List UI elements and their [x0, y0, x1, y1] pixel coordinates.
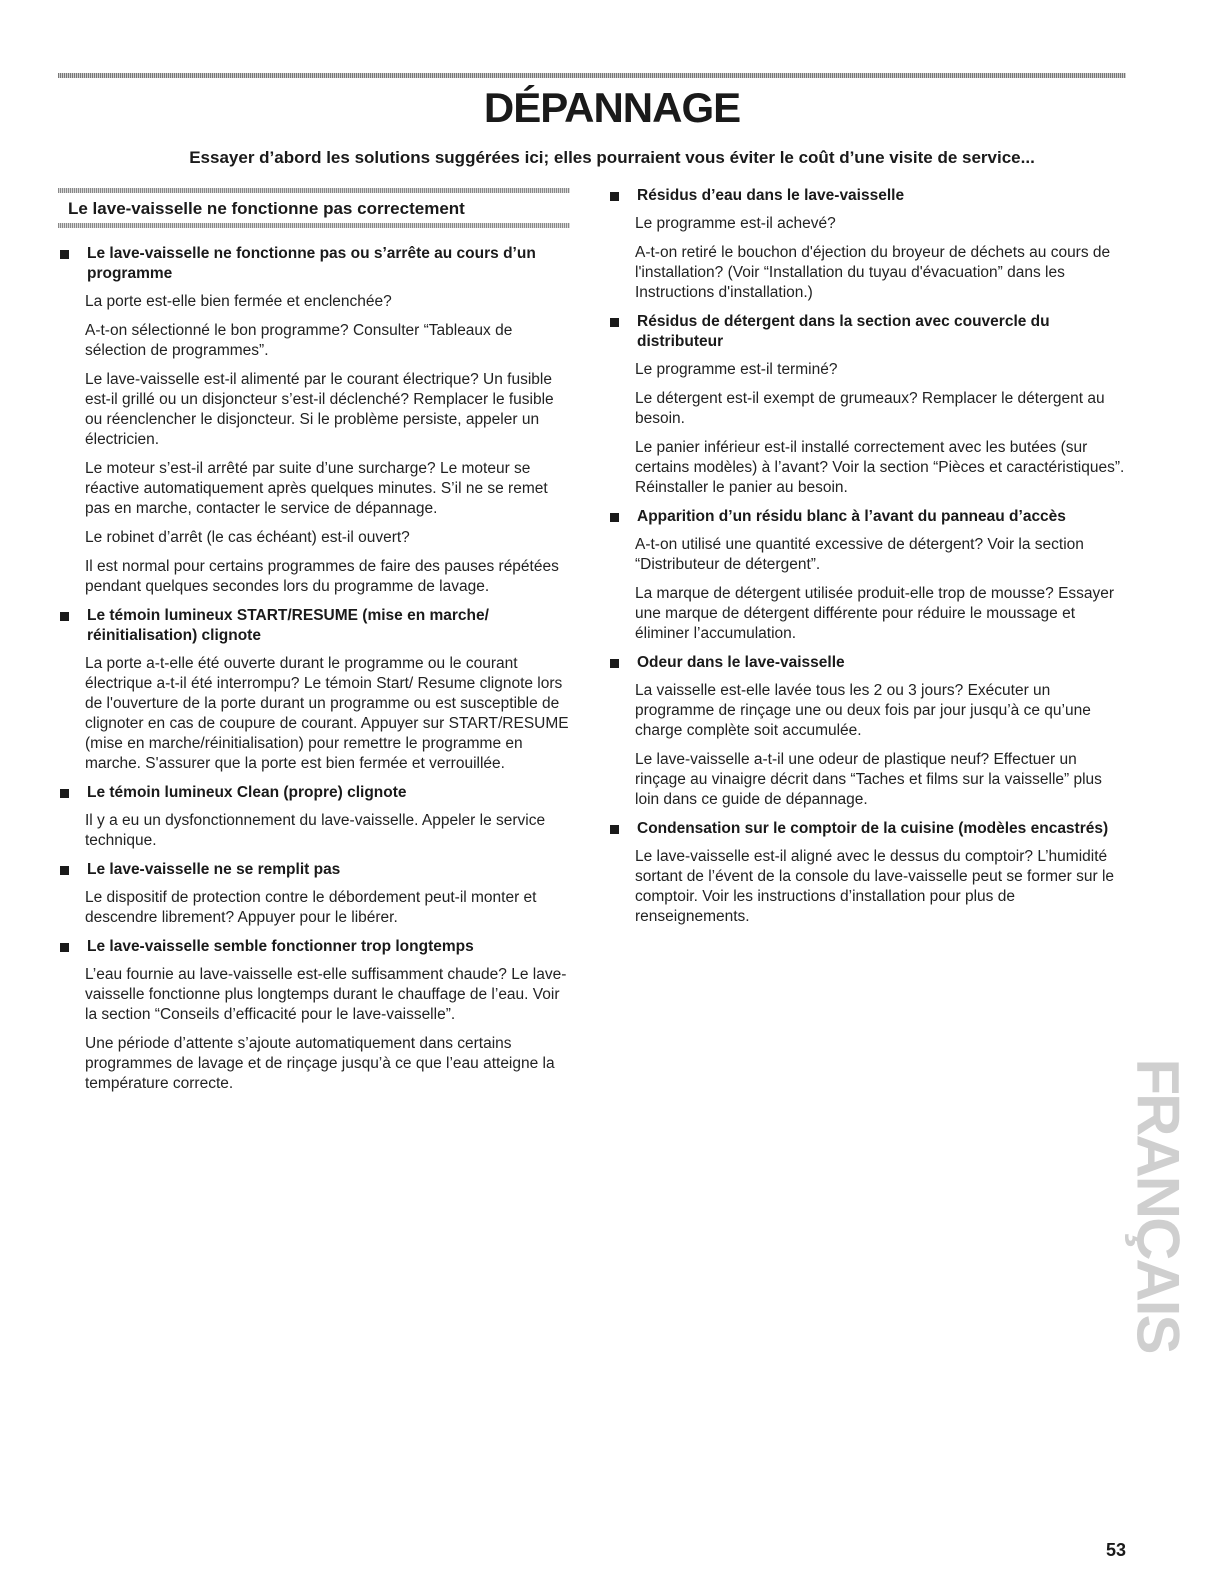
square-bullet-icon — [60, 789, 69, 798]
square-bullet-icon — [610, 825, 619, 834]
section-heading: Le lave-vaisselle ne fonctionne pas correctement — [68, 199, 465, 218]
question-text: Apparition d’un résidu blanc à l’avant du panneau d’accès — [637, 508, 1066, 525]
answer-text: Le détergent est-il exempt de grumeaux? Remplacer le détergent au besoin. — [635, 390, 1105, 427]
right-item-list — [608, 186, 1130, 927]
troubleshooting-item — [58, 860, 570, 928]
language-side-tab-label: FRANÇAIS — [1124, 1058, 1192, 1352]
troubleshooting-item — [608, 819, 1130, 927]
answer-text: A-t-on sélectionné le bon programme? Consulter “Tableaux de sélection de programmes”. — [85, 322, 513, 359]
answer-text: Le panier inférieur est-il installé correctement avec les butées (sur certains modèles) à l’avant? Voir la section “Pièces et caractéristiques”. Réinstaller le panier au besoin. — [635, 439, 1125, 496]
square-bullet-icon — [610, 659, 619, 668]
page-subtitle: Essayer d’abord les solutions suggérées ici; elles pourraient vous éviter le coût d’une visite de service... — [189, 148, 1035, 167]
page-number: 53 — [1105, 1540, 1126, 1560]
right-column — [608, 186, 1130, 936]
troubleshooting-item — [58, 937, 570, 1094]
answer-text: La porte est-elle bien fermée et enclenchée? — [85, 293, 392, 310]
answer-text: A-t-on retiré le bouchon d'éjection du broyeur de déchets au cours de l'installation? (Voir “Installation du tuyau d'évacuation” dans les Instructions d'installation.) — [635, 244, 1111, 301]
answer-text: Le moteur s’est-il arrêté par suite d’une surcharge? Le moteur se réactive automatiquement après quelques minutes. S’il ne se remet pas en marche, contacter le service de dépannage. — [85, 460, 548, 517]
question-row — [58, 244, 570, 284]
troubleshooting-item — [58, 783, 570, 851]
square-bullet-icon — [60, 866, 69, 875]
square-bullet-icon — [610, 192, 619, 201]
question-row — [608, 507, 1130, 527]
troubleshooting-item — [58, 244, 570, 597]
answer-text: La porte a-t-elle été ouverte durant le programme ou le courant électrique a-t-il été interrompu? Le témoin Start/ Resume clignote lors de l'ouverture de la porte durant un programme ou est susceptible de clignoter en cas de coupure de courant. Appuyer sur START/RESUME (mise en marche/réinitialisation) pour remettre le programme en marche. S'assurer que la porte est bien fermée et verrouillée. — [85, 655, 569, 772]
answer-text: Le lave-vaisselle est-il alimenté par le courant électrique? Un fusible est-il grillé ou un disjoncteur s’est-il déclenché? Remplacer le fusible ou réenclencher le disjoncteur. Si le problème persiste, appeler un électricien. — [85, 371, 554, 448]
troubleshooting-item — [608, 653, 1130, 810]
question-row — [58, 937, 570, 957]
square-bullet-icon — [60, 943, 69, 952]
question-row — [58, 783, 570, 803]
question-text: Le lave-vaisselle semble fonctionner trop longtemps — [87, 938, 474, 955]
question-row — [58, 606, 570, 646]
troubleshooting-item — [58, 606, 570, 774]
answer-text: Le lave-vaisselle est-il aligné avec le dessus du comptoir? L’humidité sortant de l’évent de la console du lave-vaisselle peut se former sur le comptoir. Voir les instructions d’installation pour plus de renseignements. — [635, 848, 1115, 925]
answer-text: Une période d’attente s’ajoute automatiquement dans certains programmes de lavage et de rinçage jusqu’à ce que l’eau atteigne la température correcte. — [85, 1035, 555, 1092]
answer-text: Le robinet d’arrêt (le cas échéant) est-il ouvert? — [85, 529, 410, 546]
answer-text: La vaisselle est-elle lavée tous les 2 ou 3 jours? Exécuter un programme de rinçage une ou deux fois par jour jusqu’à ce qu’une charge complète soit accumulée. — [635, 682, 1091, 739]
question-text: Condensation sur le comptoir de la cuisine (modèles encastrés) — [637, 820, 1109, 837]
square-bullet-icon — [60, 250, 69, 259]
answer-text: Il est normal pour certains programmes de faire des pauses répétées pendant quelques secondes lors du programme de lavage. — [85, 558, 559, 595]
section-heading-box — [58, 186, 570, 228]
question-text: Le lave-vaisselle ne fonctionne pas ou s’arrête au cours d’un programme — [87, 245, 536, 282]
square-bullet-icon — [60, 612, 69, 621]
language-side-tab — [1124, 1058, 1192, 1352]
question-text: Le lave-vaisselle ne se remplit pas — [87, 861, 341, 878]
top-rule — [58, 73, 1126, 78]
square-bullet-icon — [610, 318, 619, 327]
question-text: Le témoin lumineux Clean (propre) clignote — [87, 784, 407, 801]
answer-text: Le lave-vaisselle a-t-il une odeur de plastique neuf? Effectuer un rinçage au vinaigre décrit dans “Taches et films sur la vaisselle” plus loin dans ce guide de dépannage. — [635, 751, 1102, 808]
answer-text: Le programme est-il terminé? — [635, 361, 838, 378]
question-row — [608, 653, 1130, 673]
question-row — [58, 860, 570, 880]
question-row — [608, 819, 1130, 839]
answer-text: Le programme est-il achevé? — [635, 215, 836, 232]
square-bullet-icon — [610, 513, 619, 522]
answer-text: Il y a eu un dysfonctionnement du lave-vaisselle. Appeler le service technique. — [85, 812, 546, 849]
answer-text: Le dispositif de protection contre le débordement peut-il monter et descendre librement? Appuyer pour le libérer. — [85, 889, 537, 926]
page-title: DÉPANNAGE — [483, 84, 741, 131]
left-item-list — [58, 244, 570, 1094]
question-row — [608, 312, 1130, 352]
answer-text: A-t-on utilisé une quantité excessive de détergent? Voir la section “Distributeur de détergent”. — [635, 536, 1084, 573]
question-text: Odeur dans le lave-vaisselle — [637, 654, 845, 671]
question-row — [608, 186, 1130, 206]
troubleshooting-item — [608, 186, 1130, 303]
question-text: Résidus de détergent dans la section avec couvercle du distributeur — [637, 313, 1050, 350]
answer-text: L’eau fournie au lave-vaisselle est-elle suffisamment chaude? Le lave-vaisselle fonctionne plus longtemps durant le chauffage de l’eau. Voir la section “Conseils d’efficacité pour le lave-vaisselle”. — [85, 966, 567, 1023]
troubleshooting-item — [608, 312, 1130, 498]
question-text: Résidus d’eau dans le lave-vaisselle — [637, 187, 905, 204]
left-column — [58, 186, 570, 1103]
answer-text: La marque de détergent utilisée produit-elle trop de mousse? Essayer une marque de détergent différente pour réduire le moussage et éliminer l’accumulation. — [635, 585, 1115, 642]
question-text: Le témoin lumineux START/RESUME (mise en marche/ réinitialisation) clignote — [87, 607, 489, 644]
troubleshooting-item — [608, 507, 1130, 644]
